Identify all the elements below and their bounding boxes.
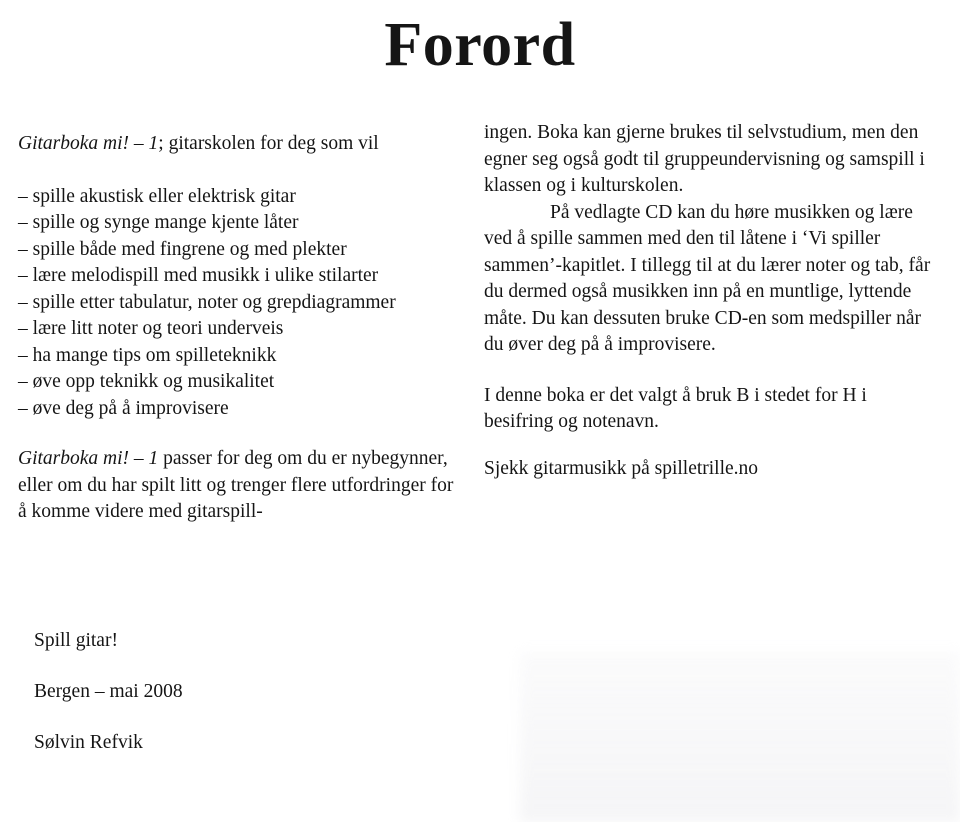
- list-item: – ha mange tips om spilleteknikk: [18, 344, 277, 366]
- signoff: [34, 628, 434, 781]
- suitability-text: passer for deg om du er nybegynner, eller om du har spilt litt og trenger flere utfordringer for å komme videre med gitarspill-: [18, 448, 454, 522]
- list-item: – øve opp teknikk og musikalitet: [18, 371, 275, 392]
- author-name: Sølvin Refvik: [34, 732, 143, 753]
- book-title-italic: Gitarboka mi! – 1: [18, 133, 159, 154]
- list-item: – spille og synge mange kjente låter: [18, 212, 299, 233]
- list-item: – spille akustisk eller elektrisk gitar: [18, 185, 296, 207]
- place-date: Bergen – mai 2008: [34, 681, 183, 702]
- list-item: – lære melodispill med musikk i ulike stilarter: [18, 265, 379, 286]
- book-title-italic: Gitarboka mi! – 1: [18, 448, 159, 469]
- cd-paragraph: På vedlagte CD kan du høre musikken og lære ved å spille sammen med den til låtene i ‘Vi spiller sammen’-kapitlet. I tillegg til at du lærer noter og tab, får du dermed også musikken inn på en muntlige, lyttende måte. Du kan dessuten bruke CD-en som medspiller når du øver deg på å improvisere.: [484, 201, 931, 355]
- right-column: [484, 120, 936, 482]
- left-column: [18, 131, 463, 526]
- list-item: – spille etter tabulatur, noter og grepdiagrammer: [18, 291, 396, 313]
- feature-list: [18, 184, 463, 423]
- page-title: Forord: [384, 11, 576, 79]
- greeting: Spill gitar!: [34, 630, 118, 651]
- list-item: – lære litt noter og teori underveis: [18, 318, 284, 339]
- notation-paragraph: I denne boka er det valgt å bruk B i stedet for H i besifring og notenavn.: [484, 384, 867, 432]
- intro-paragraph: [18, 131, 463, 158]
- list-item: – øve deg på å improvisere: [18, 397, 229, 419]
- bleed-through-shadow: [520, 652, 960, 822]
- intro-text: ; gitarskolen for deg som vil: [158, 133, 379, 154]
- website-paragraph: Sjekk gitarmusikk på spilletrille.no: [484, 457, 759, 479]
- list-item: – spille både med fingrene og med plekter: [18, 238, 347, 260]
- usage-paragraph: ingen. Boka kan gjerne brukes til selvstudium, men den egner seg også godt til gruppeundervisning og samspill i klassen og i kulturskolen.: [484, 122, 925, 196]
- suitability-paragraph: [18, 446, 463, 526]
